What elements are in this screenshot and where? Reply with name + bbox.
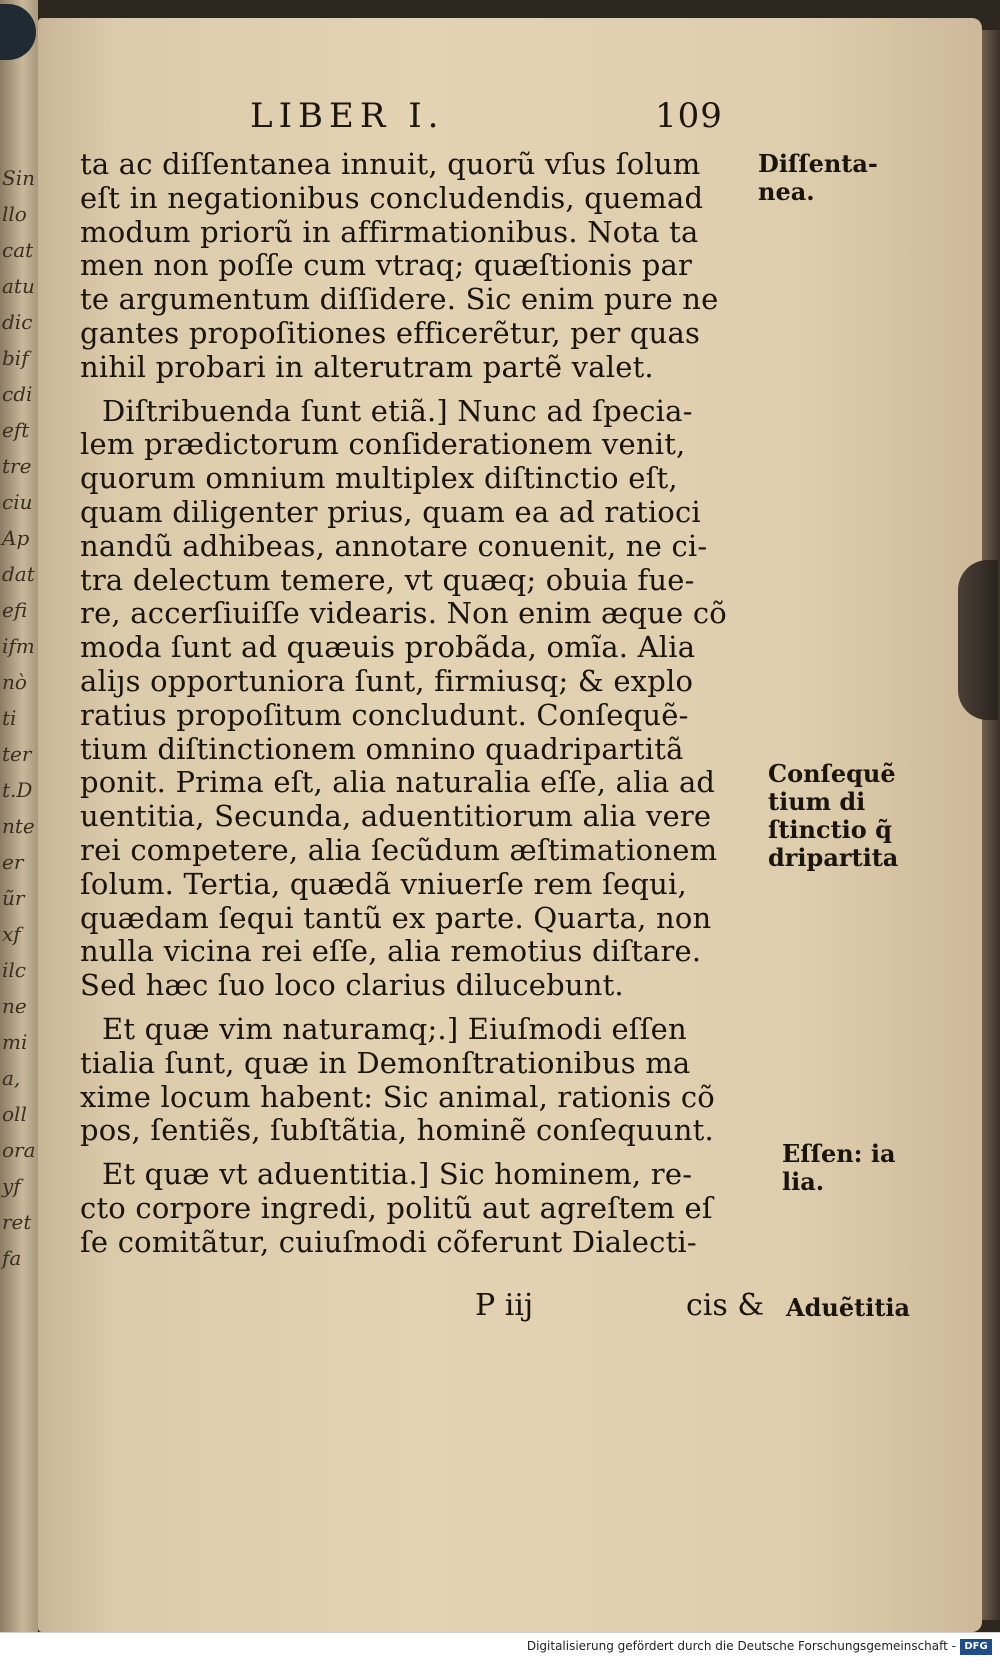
text-line: Et quæ vt aduentitia.] Sic hominem, re- [102, 1157, 693, 1192]
previous-page-fragment: ter [2, 742, 32, 766]
previous-page-fragment: ora [2, 1138, 36, 1162]
running-head-title: LIBER I. [250, 96, 445, 136]
text-line: xime locum habent: Sic animal, rationis cõ [80, 1079, 715, 1114]
previous-page-fragment: dic [2, 310, 33, 334]
previous-page-fragment: oll [2, 1102, 27, 1126]
text-line: re, accerſiuiſſe videaris. Non enim æque cõ [80, 596, 727, 631]
text-line: quædam ſequi tantũ ex parte. Quarta, non [80, 900, 712, 935]
previous-page-fragment: a, [2, 1066, 21, 1090]
previous-page-fragment: Sin [2, 166, 35, 190]
previous-page-fragment: efi [2, 598, 28, 622]
marginal-note-dissentanea [758, 150, 878, 206]
previous-page-fragment: Ap [2, 526, 30, 550]
previous-page-fragment: cdi [2, 382, 33, 406]
previous-page-fragment: t.D [2, 778, 33, 802]
marginal-line: ſtinctio q̃ [768, 815, 892, 844]
text-line: nandũ adhibeas, annotare conuenit, ne ci- [80, 528, 708, 563]
previous-page-fragment: cat [2, 238, 34, 262]
marginal-note-essentialia [782, 1140, 896, 1196]
marginal-line: lia. [782, 1167, 825, 1196]
signature-mark: P iij [475, 1288, 534, 1323]
page-clip [958, 560, 998, 720]
marginal-note-consequentium [768, 760, 898, 872]
previous-page-fragment: eft [2, 418, 30, 442]
previous-page-edge [0, 0, 38, 1632]
previous-page-fragment: dat [2, 562, 35, 586]
text-line: Diſtribuenda ſunt etiã.] Nunc ad ſpecia- [102, 393, 693, 428]
text-line: tialia ſunt, quæ in Demonſtrationibus ma [80, 1045, 691, 1080]
text-line: moda ſunt ad quæuis probãda, omĩa. Alia [80, 630, 696, 665]
text-line: ſolum. Tertia, quædã vniuerſe rem ſequi, [80, 866, 687, 901]
marginal-line: tium di [768, 787, 866, 816]
previous-page-fragment: yf [2, 1174, 21, 1198]
text-line: nihil probari in alterutram partẽ valet. [80, 349, 654, 384]
previous-page-fragment: tre [2, 454, 32, 478]
digitization-footer [0, 1632, 1000, 1661]
page-number: 109 [655, 96, 723, 136]
previous-page-fragment: nò [2, 670, 27, 694]
text-line: ratius propoſitum concludunt. Conſequẽ- [80, 697, 689, 732]
marginal-line: Conſequẽ [768, 759, 896, 788]
text-line: men non poſſe cum vtraq; quæſtionis par [80, 248, 693, 283]
previous-page-fragment: ilc [2, 958, 26, 982]
text-line: eſt in negationibus concludendis, quemad [80, 180, 704, 215]
previous-page-fragment: xf [2, 922, 21, 946]
marginal-line: Diſſenta- [758, 149, 878, 178]
previous-page-fragment: llo [2, 202, 27, 226]
dfg-logo: DFG [960, 1639, 992, 1655]
text-line: quorum omnium multiplex diſtinctio eſt, [80, 461, 678, 496]
text-line: aliȷs opportuniora ſunt, firmiusq; & explo [80, 663, 694, 698]
text-line: te argumentum diſſidere. Sic enim pure ne [80, 282, 719, 317]
previous-page-fragment: ũr [2, 886, 25, 910]
previous-page-fragment: nte [2, 814, 35, 838]
marginal-line: dripartita [768, 843, 899, 872]
previous-page-fragment: er [2, 850, 24, 874]
footer-credit: Digitalisierung gefördert durch die Deutsche Forschungsgemeinschaft - [526, 1639, 956, 1653]
text-line: ſe comitãtur, cuiuſmodi cõferunt Dialecti- [80, 1224, 697, 1259]
previous-page-fragment: bif [2, 346, 29, 370]
marginal-line: nea. [758, 177, 815, 206]
text-line: modum priorũ in affirmationibus. Nota ta [80, 214, 699, 249]
body-text [80, 148, 760, 1260]
text-line: ta ac diſſentanea innuit, quorũ vſus ſolum [80, 147, 701, 181]
text-line: tra delectum temere, vt quæq; obuia fue- [80, 562, 695, 597]
text-line: pos, ſentiẽs, ſubſtãtia, hominẽ conſequunt. [80, 1113, 714, 1148]
text-line: quam diligenter prius, quam ea ad ratioci [80, 494, 701, 529]
previous-page-fragments [0, 160, 36, 1276]
previous-page-fragment: atu [2, 274, 35, 298]
previous-page-fragment: mi [2, 1030, 28, 1054]
text-line: Et quæ vim naturamq;.] Eiuſmodi eſſen [102, 1011, 687, 1046]
previous-page-fragment: ne [2, 994, 27, 1018]
running-head [250, 96, 723, 140]
text-line: gantes propoſitiones efficerẽtur, per quas [80, 315, 701, 350]
text-line: lem prædictorum conſiderationem venit, [80, 427, 686, 462]
previous-page-fragment: ifm [2, 634, 35, 658]
text-line: uentitia, Secunda, aduentitiorum alia vere [80, 799, 712, 834]
text-line: Sed hæc ſuo loco clarius dilucebunt. [80, 968, 624, 1003]
page-edge-shadow [982, 30, 1000, 1620]
previous-page-fragment: ciu [2, 490, 33, 514]
marginal-line: Aduẽtitia [786, 1293, 911, 1322]
previous-page-fragment: ti [2, 706, 17, 730]
marginal-note-aduentitia [786, 1294, 910, 1322]
text-line: nulla vicina rei eſſe, alia remotius diſtare. [80, 934, 702, 969]
text-line: cto corpore ingredi, politũ aut agreſtem eſ [80, 1190, 713, 1225]
text-line: tium diſtinctionem omnino quadripartitã [80, 731, 684, 766]
previous-page-fragment: ret [2, 1210, 32, 1234]
text-line: ponit. Prima eſt, alia naturalia eſſe, alia ad [80, 765, 716, 800]
text-line: rei competere, alia ſecũdum æſtimationem [80, 832, 718, 867]
marginal-line: Eſſen: ia [782, 1139, 896, 1168]
previous-page-fragment: fa [2, 1246, 22, 1270]
catchword: cis & [686, 1288, 765, 1323]
